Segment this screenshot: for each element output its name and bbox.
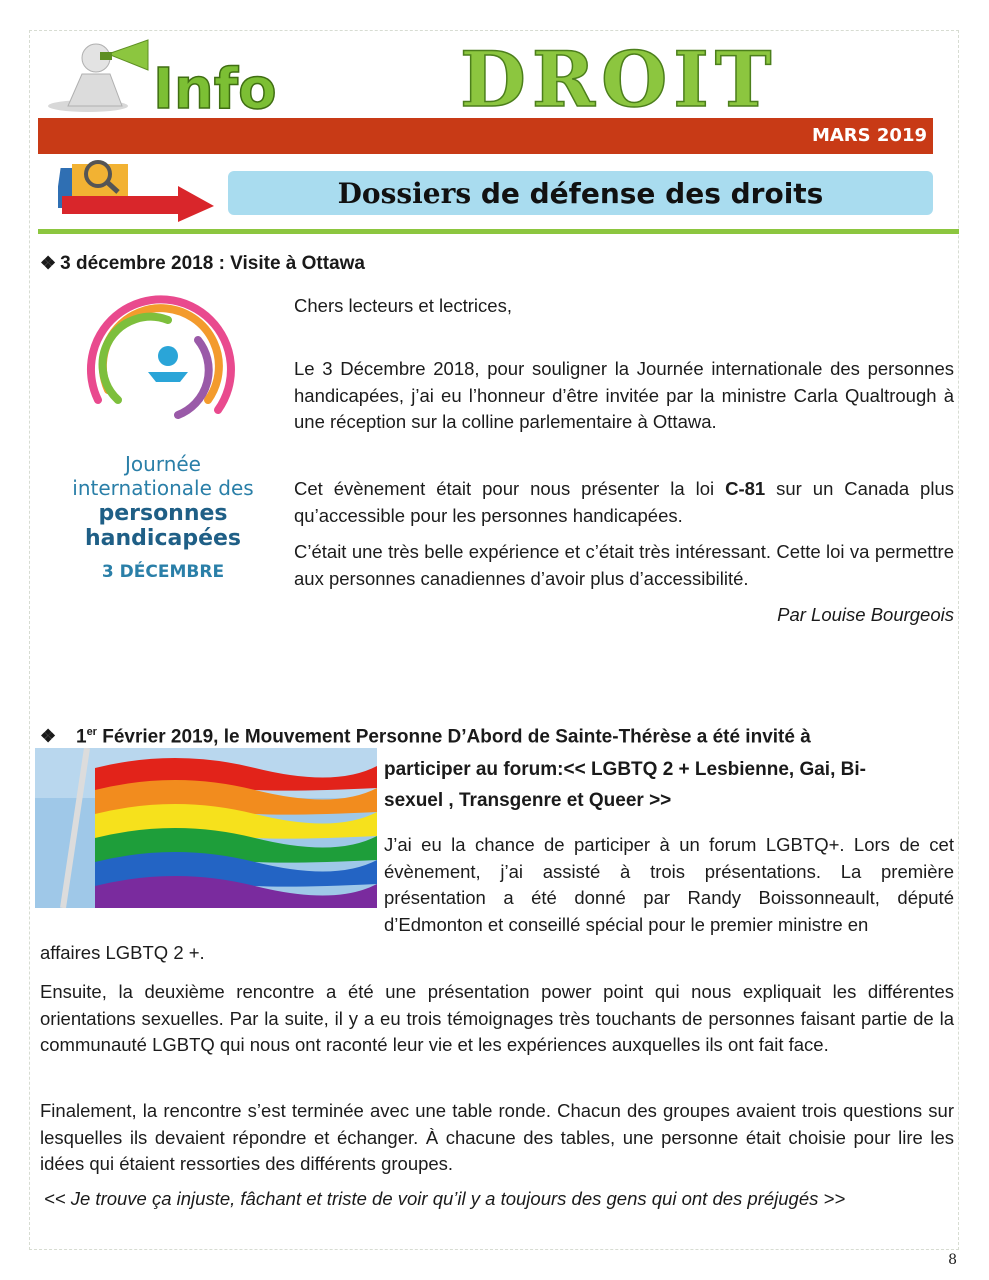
logo-line-4: handicapées xyxy=(84,526,242,551)
article2-heading: ❖ 1er Février 2019, le Mouvement Personne D’Abord de Sainte-Thérèse a été invité à xyxy=(40,726,811,748)
info-word: Info xyxy=(153,57,277,116)
article1-signature: Par Louise Bourgeois xyxy=(777,604,954,625)
journee-logo xyxy=(48,290,278,590)
section-title: Dossiers de défense des droits xyxy=(337,177,824,210)
article1-heading: ❖ 3 décembre 2018 : Visite à Ottawa xyxy=(40,253,366,274)
article1-paragraph-3: C’était une très belle expérience et c’était très intéressant. Cette loi va permettre aux personnes canadiennes d’avoir plus d’accessibilité. xyxy=(294,541,954,589)
article2-heading-cont-1: participer au forum:<< LGBTQ 2 + Lesbienne, Gai, Bi- xyxy=(384,759,866,780)
logo-circles-icon xyxy=(48,290,278,440)
article1-paragraph-2: Cet évènement était pour nous présenter la loi C-81 sur un Canada plus qu’accessible pour les personnes handicapées. xyxy=(294,478,954,526)
page-number: 8 xyxy=(948,1252,957,1268)
logo-line-2: internationale des xyxy=(72,476,254,500)
section-rule xyxy=(38,229,959,234)
issue-date: MARS 2019 xyxy=(811,125,927,146)
article2-heading-cont-2: sexuel , Transgenre et Queer >> xyxy=(384,790,672,811)
logo-line-5: 3 DÉCEMBRE xyxy=(101,562,225,582)
article2-quote: << Je trouve ça injuste, fâchant et triste de voir qu’il y a toujours des gens qui ont des préjugés >> xyxy=(44,1188,846,1209)
section-banner xyxy=(228,171,933,215)
issue-band xyxy=(38,118,933,154)
article2-paragraph-1-cont: affaires LGBTQ 2 +. xyxy=(40,942,205,963)
article2-paragraph-3: Finalement, la rencontre s’est terminée avec une table ronde. Chacun des groupes avaient trois questions sur lesquelles ils devaient répondre et échanger. À chacune des tables, une personne était choisie pour lire les idées qui étaient ressorties des différents groupes. xyxy=(40,1100,954,1174)
droit-word: DROIT xyxy=(460,36,778,116)
logo-line-1: Journée xyxy=(125,452,201,476)
article1-paragraph-1: Le 3 Décembre 2018, pour souligner la Journée internationale des personnes handicapées, j’ai eu l’honneur d’être invitée par la ministre Carla Qualtrough à une réception sur la colline parlementaire à Ottawa. xyxy=(294,358,954,432)
diamond-bullet-icon: ❖ xyxy=(40,253,57,273)
rainbow-flag-image xyxy=(35,748,377,908)
article2-paragraph-1: J’ai eu la chance de participer à un forum LGBTQ+. Lors de cet évènement, j’ai assisté à trois présentations. La première présentation a été donné par Randy Boissonneault, député d’Edmonton et conseillé spécial pour le premier ministre en xyxy=(384,834,954,935)
article2-paragraph-2: Ensuite, la deuxième rencontre a été une présentation power point qui nous expliquait les différentes orientations sexuelles. Par la suite, il y a eu trois témoignages très touchants de personnes faisant partie de la communauté LGBTQ qui nous ont raconté leur vie et les expériences auxquelles ils ont fait face. xyxy=(40,981,954,1055)
masthead xyxy=(38,36,933,116)
megaphone-person-icon xyxy=(48,40,148,112)
masthead-logo xyxy=(38,36,933,116)
folder-arrow-icon xyxy=(58,158,218,222)
diamond-bullet-icon: ❖ xyxy=(40,726,57,747)
article1-greeting: Chers lecteurs et lectrices, xyxy=(294,295,512,316)
logo-line-3: personnes xyxy=(98,501,228,526)
